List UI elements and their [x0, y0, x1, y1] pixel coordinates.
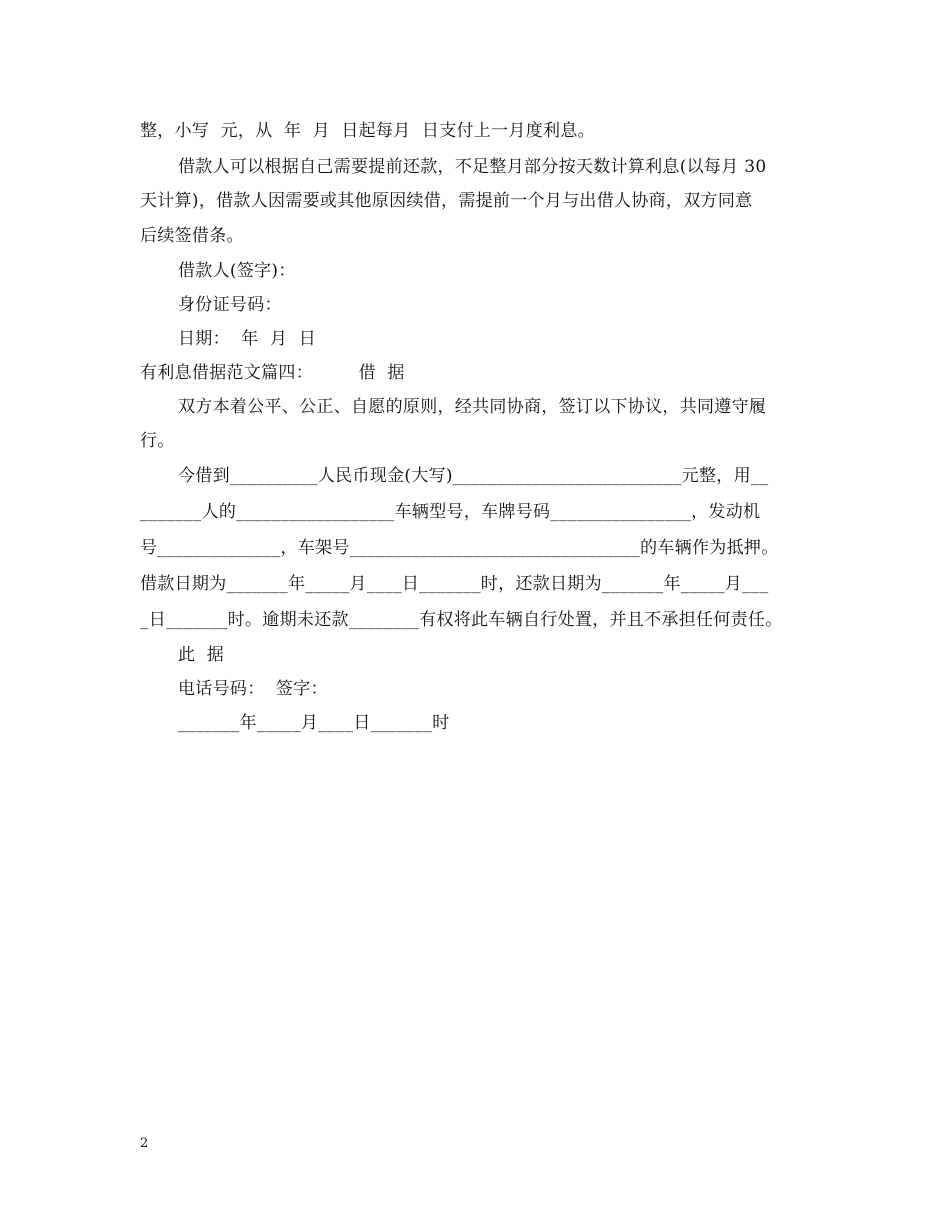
text-line-14: 借款日期为_______年_____月____日_______时，还款日期为_______年_____月___	[140, 574, 769, 594]
borrower-signature-label: 借款人(签字)：	[178, 261, 296, 281]
phone-signature-label: 电话号码： 签字：	[178, 679, 328, 699]
text-line-2: 借款人可以根据自己需要提前还款，不足整月部分按天数计算利息(以每月 30	[178, 157, 767, 177]
text-line-1: 整，小写 元，从 年 月 日起每月 日支付上一月度利息。	[140, 121, 595, 141]
text-line-4: 后续签借条。	[140, 226, 244, 246]
text-line-9: 双方本着公平、公正、自愿的原则，经共同协商，签订以下协议，共同遵守履	[178, 397, 767, 417]
text-line-10: 行。	[140, 431, 175, 451]
text-line-3: 天计算)，借款人因需要或其他原因续借，需提前一个月与出借人协商，双方同意	[140, 191, 753, 211]
text-line-11: 今借到__________人民币现金(大写)__________________________元整，用__	[178, 466, 769, 486]
text-line-12: _______人的__________________车辆型号，车牌号码________________，发动机	[140, 502, 761, 522]
text-line-13: 号______________，车架号_________________________________的车辆作为抵押。	[140, 538, 779, 558]
closing-text: 此 据	[178, 645, 225, 665]
text-line-15: _日_______时。逾期未还款________有权将此车辆自行处置，并且不承担任何责任。	[140, 610, 783, 630]
id-number-label: 身份证号码：	[178, 295, 282, 315]
date-time-blank: _______年_____月____日_______时	[178, 713, 450, 733]
page-number: 2	[140, 1136, 149, 1151]
date-label: 日期： 年 月 日	[178, 329, 317, 349]
section-heading: 有利息借据范文篇四： 借 据	[140, 363, 405, 383]
